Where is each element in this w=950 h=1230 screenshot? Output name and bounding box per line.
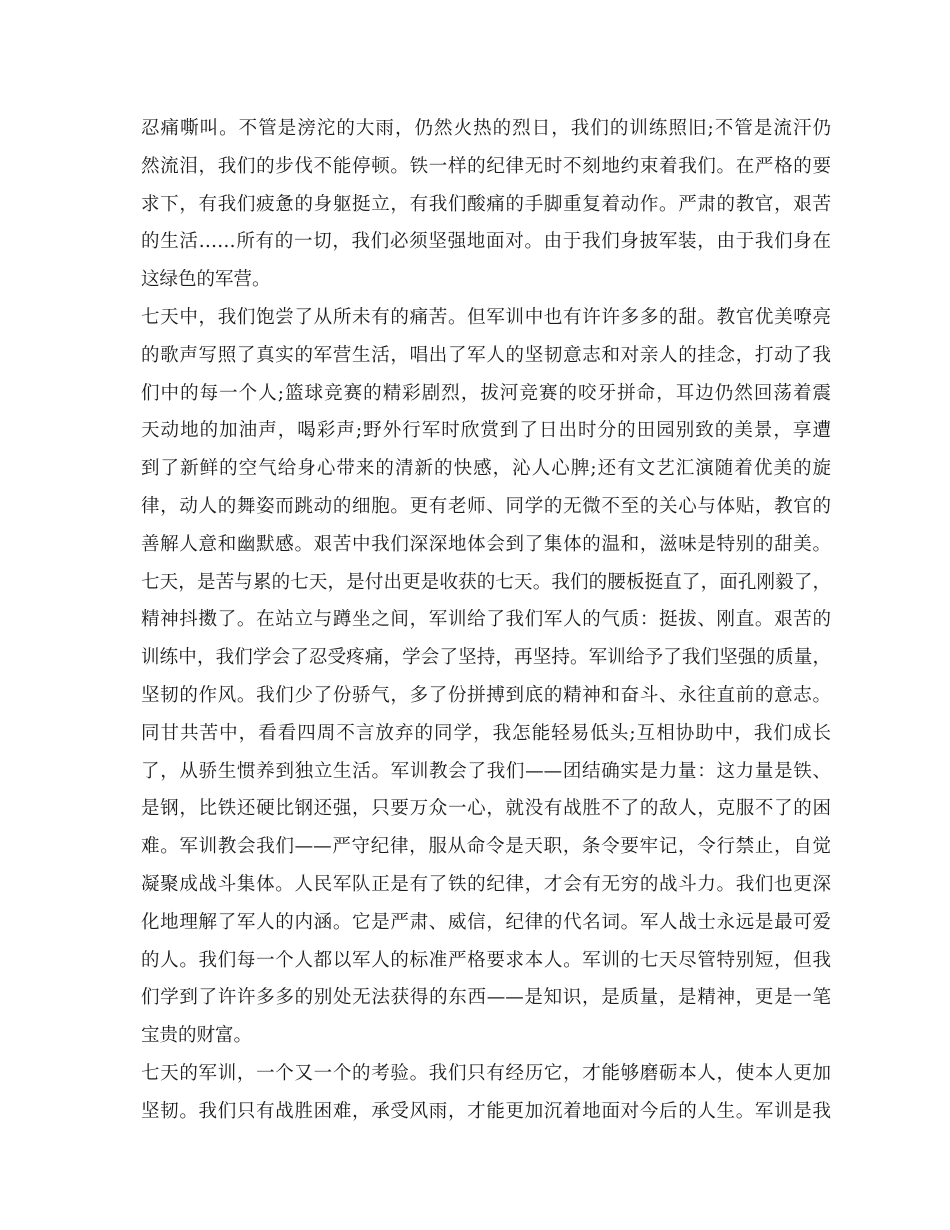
text-line: 的歌声写照了真实的军营生活，唱出了军人的坚韧意志和对亲人的挂念，打动了我 <box>141 344 831 366</box>
text-line: 们学到了许许多多的别处无法获得的东西——是知识，是质量，是精神，更是一笔 <box>141 987 831 1009</box>
text-line: 了，从骄生惯养到独立生活。军训教会了我们——团结确实是力量：这力量是铁、 <box>141 760 831 782</box>
text-line: 的生活……所有的一切，我们必须坚强地面对。由于我们身披军装，由于我们身在 <box>141 231 831 253</box>
text-line: 七天，是苦与累的七天，是付出更是收获的七天。我们的腰板挺直了，面孔刚毅了， <box>141 571 831 593</box>
text-line: 七天的军训，一个又一个的考验。我们只有经历它，才能够磨砺本人，使本人更加 <box>141 1062 831 1084</box>
text-line: 善解人意和幽默感。艰苦中我们深深地体会到了集体的温和，滋味是特别的甜美。 <box>141 533 831 555</box>
text-line: 精神抖擞了。在站立与蹲坐之间，军训给了我们军人的气质：挺拔、刚直。艰苦的 <box>141 609 831 631</box>
text-line: 难。军训教会我们——严守纪律，服从命令是天职，条令要牢记，令行禁止，自觉 <box>141 836 831 858</box>
text-line: 忍痛嘶叫。不管是滂沱的大雨，仍然火热的烈日，我们的训练照旧;不管是流汗仍 <box>141 118 831 139</box>
text-line: 的人。我们每一个人都以军人的标准严格要求本人。军训的七天尽管特别短，但我 <box>141 949 831 971</box>
text-line: 然流泪，我们的步伐不能停顿。铁一样的纪律无时不刻地约束着我们。在严格的要 <box>141 155 831 177</box>
essay-body <box>141 110 831 1131</box>
text-line: 这绿色的军营。 <box>141 269 271 291</box>
text-line: 律，动人的舞姿而跳动的细胞。更有老师、同学的无微不至的关心与体贴，教官的 <box>141 495 831 517</box>
text-line: 坚韧。我们只有战胜困难，承受风雨，才能更加沉着地面对今后的人生。军训是我 <box>141 1100 831 1122</box>
text-line: 坚韧的作风。我们少了份骄气，多了份拼搏到底的精神和奋斗、永往直前的意志。 <box>141 684 831 706</box>
text-line: 是钢，比铁还硬比钢还强，只要万众一心，就没有战胜不了的敌人，克服不了的困 <box>141 798 831 820</box>
text-line: 训练中，我们学会了忍受疼痛，学会了坚持，再坚持。军训给予了我们坚强的质量， <box>141 647 831 669</box>
text-line: 化地理解了军人的内涵。它是严肃、威信，纪律的代名词。军人战士永远是最可爱 <box>141 911 831 933</box>
text-line: 宝贵的财富。 <box>141 1025 253 1047</box>
text-line: 七天中，我们饱尝了从所未有的痛苦。但军训中也有许许多多的甜。教官优美嘹亮 <box>141 306 831 328</box>
text-line: 凝聚成战斗集体。人民军队正是有了铁的纪律，才会有无穷的战斗力。我们也更深 <box>141 873 831 895</box>
text-line: 求下，有我们疲惫的身躯挺立，有我们酸痛的手脚重复着动作。严肃的教官，艰苦 <box>141 193 831 215</box>
text-line: 同甘共苦中，看看四周不言放弃的同学，我怎能轻易低头;互相协助中，我们成长 <box>141 722 831 744</box>
text-line: 们中的每一个人;篮球竞赛的精彩剧烈，拔河竞赛的咬牙拼命，耳边仍然回荡着震 <box>141 382 831 404</box>
text-line: 到了新鲜的空气给身心带来的清新的快感，沁人心脾;还有文艺汇演随着优美的旋 <box>141 458 831 480</box>
text-line: 天动地的加油声，喝彩声;野外行军时欣赏到了日出时分的田园别致的美景，享遭 <box>141 420 831 442</box>
